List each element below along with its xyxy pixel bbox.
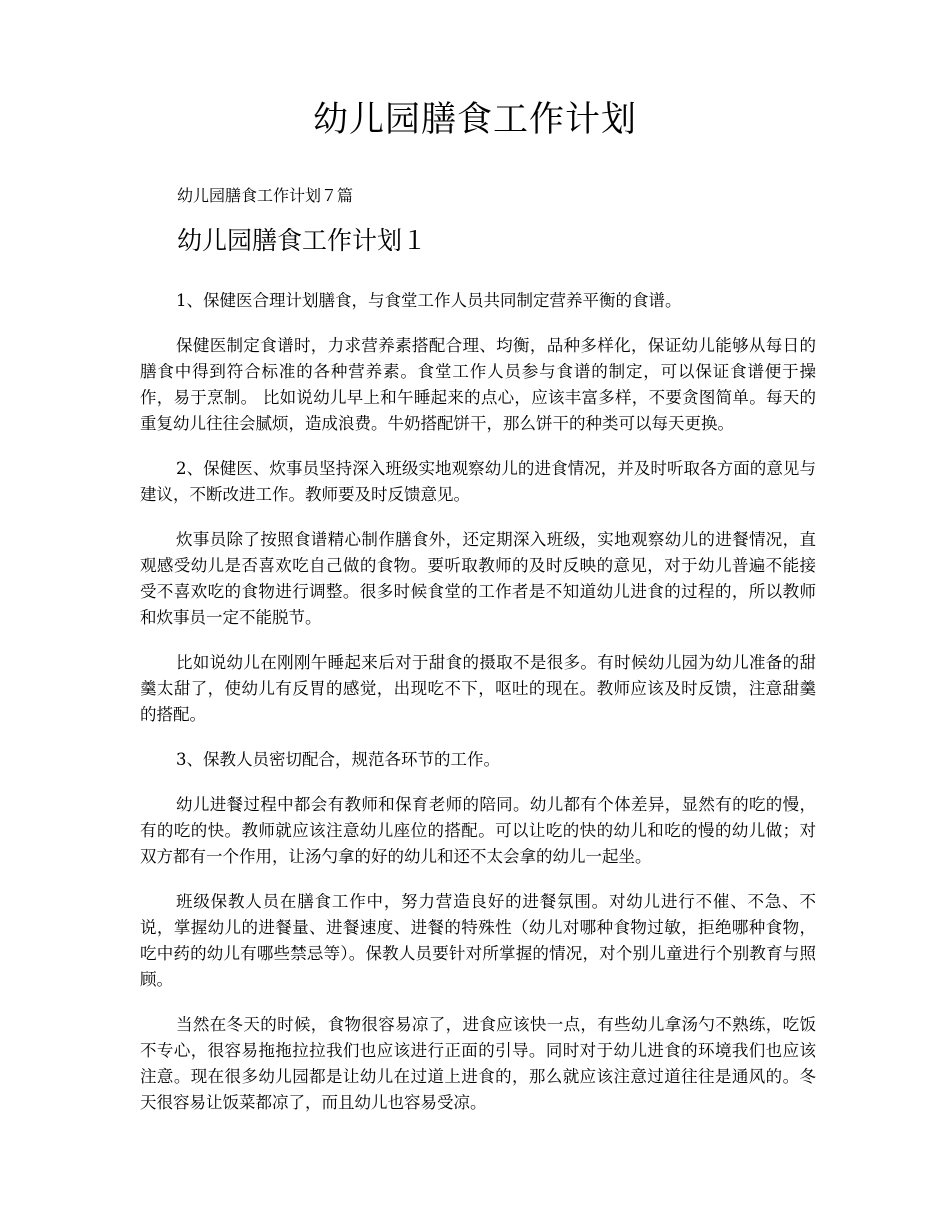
- document-subtitle: 幼儿园膳食工作计划７篇: [177, 186, 354, 205]
- paragraph-8: 班级保教人员在膳食工作中，努力营造良好的进餐氛围。对幼儿进行不催、不急、不说，掌握幼儿的进餐量、进餐速度、进餐的特殊性（幼儿对哪种食物过敏，拒绝哪种食物，吃中药的幼儿有哪些禁忌等）。保教人员要针对所掌握的情况，对个别儿童进行个别教育与照顾。: [140, 892, 816, 989]
- paragraph-4: 炊事员除了按照食谱精心制作膳食外，还定期深入班级，实地观察幼儿的进餐情况，直观感受幼儿是否喜欢吃自己做的食物。要听取教师的及时反映的意见，对于幼儿普遍不能接受不喜欢吃的食物进行调整。很多时候食堂的工作者是不知道幼儿进食的过程的，所以教师和炊事员一定不能脱节。: [140, 530, 816, 627]
- paragraph-2: 保健医制定食谱时，力求营养素搭配合理、均衡，品种多样化，保证幼儿能够从每日的膳食中得到符合标准的各种营养素。食堂工作人员参与食谱的制定，可以保证食谱便于操作，易于烹制。 比如说幼儿早上和午睡起来的点心，应该丰富多样，不要贪图简单。每天的重复幼儿往往会腻烦，造成浪费。牛奶搭配饼干，那么饼干的种类可以每天更换。: [140, 336, 816, 433]
- paragraph-5: 比如说幼儿在刚刚午睡起来后对于甜食的摄取不是很多。有时候幼儿园为幼儿准备的甜羹太甜了，使幼儿有反胃的感觉，出现吃不下，呕吐的现在。教师应该及时反馈，注意甜羹的搭配。: [140, 653, 816, 724]
- paragraph-1: 1、保健医合理计划膳食，与食堂工作人员共同制定营养平衡的食谱。: [176, 291, 682, 310]
- document-title: 幼儿园膳食工作计划: [312, 100, 637, 140]
- paragraph-3: 2、保健医、炊事员坚持深入班级实地观察幼儿的进食情况，并及时听取各方面的意见与建议，不断改进工作。教师要及时反馈意见。: [140, 459, 816, 504]
- paragraph-6: 3、保教人员密切配合，规范各环节的工作。: [176, 750, 500, 769]
- section-heading: 幼儿园膳食工作计划１: [177, 226, 428, 255]
- document-body: [140, 288, 816, 1135]
- paragraph-9: 当然在冬天的时候，食物很容易凉了，进食应该快一点，有些幼儿拿汤勺不熟练，吃饭不专心，很容易拖拖拉拉我们也应该进行正面的引导。同时对于幼儿进食的环境我们也应该注意。现在很多幼儿园都是让幼儿在过道上进食的，那么就应该注意过道往往是通风的。冬天很容易让饭菜都凉了，而且幼儿也容易受凉。: [140, 1015, 816, 1112]
- paragraph-7: 幼儿进餐过程中都会有教师和保育老师的陪同。幼儿都有个体差异，显然有的吃的慢，有的吃的快。教师就应该注意幼儿座位的搭配。可以让吃的快的幼儿和吃的慢的幼儿做；对双方都有一个作用，让汤勺拿的好的幼儿和还不太会拿的幼儿一起坐。: [140, 795, 816, 866]
